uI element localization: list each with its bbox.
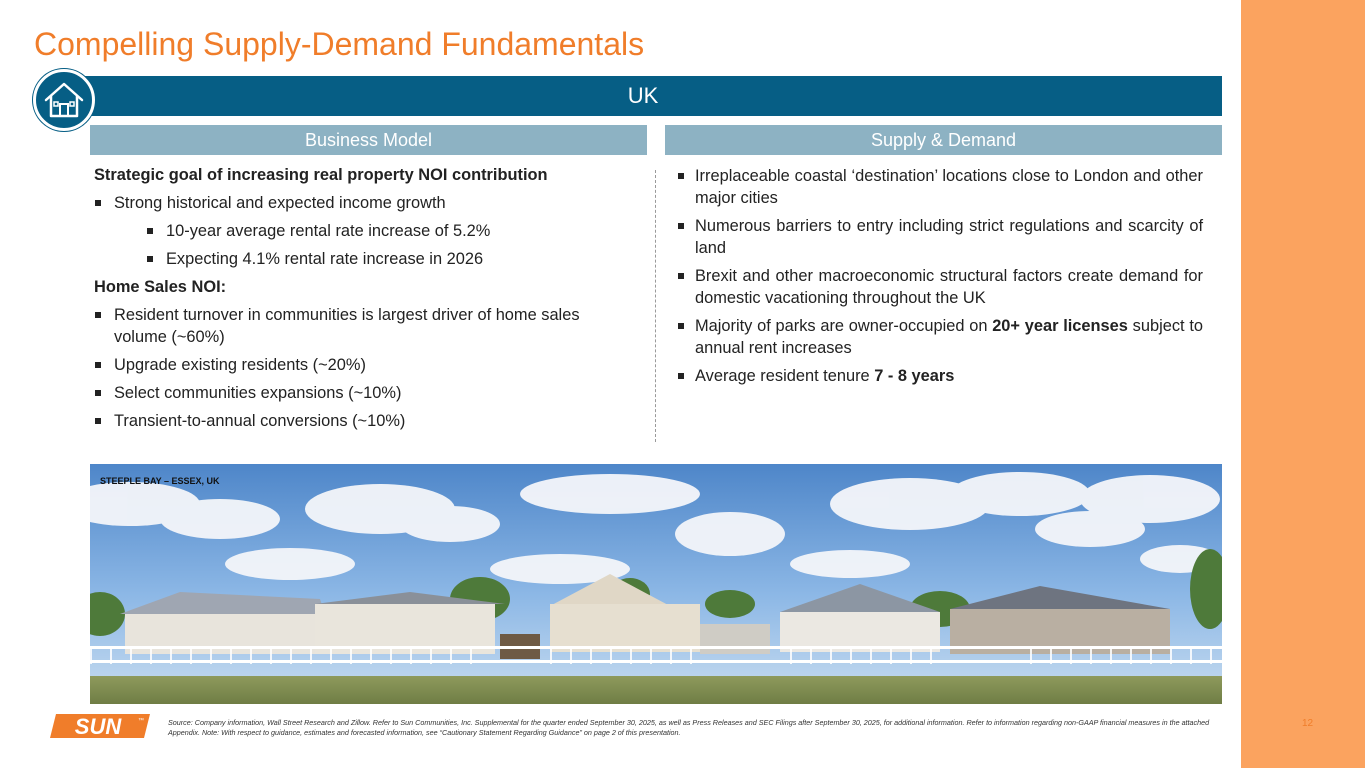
page-number: 12 (1302, 718, 1314, 729)
photo-caption: STEEPLE BAY – ESSEX, UK (100, 476, 220, 486)
slide-title: Compelling Supply-Demand Fundamentals (34, 26, 645, 62)
bullet-resident-turnover: Resident turnover in communities is largest driver of home sales volume (~60%) (94, 304, 634, 348)
bullet-2026-rate: Expecting 4.1% rental rate increase in 2026 (146, 248, 634, 270)
home-sales-heading: Home Sales NOI: (94, 278, 227, 296)
source-footnote: Source: Company information, Wall Street Research and Zillow. Refer to Sun Communities, Inc. Supplemental for the quarter ended September 30, 2025, as well as Press Releases and SEC Filings after September 30, 2025, for additional information. Refer to information regarding non-GAAP financial measures in the attached Appendix. Note: With respect to guidance, estimates and forecasted information, see “Cautionary Statement Regarding Guidance” on page 2 of this presentation. (168, 718, 1210, 737)
bullet-upgrade-residents: Upgrade existing residents (~20%) (94, 354, 634, 376)
supply-demand-column (677, 165, 1203, 393)
community-photo (90, 464, 1222, 704)
business-model-header: Business Model (90, 125, 647, 155)
bullet-coastal-locations: Irreplaceable coastal ‘destination’ locations close to London and other major cities (677, 165, 1203, 209)
bullet-tenure: Average resident tenure 7 - 8 years (677, 365, 1203, 387)
bullet-conversions: Transient-to-annual conversions (~10%) (94, 410, 634, 432)
house-icon (33, 69, 95, 131)
svg-text:SUN: SUN (74, 714, 122, 739)
bullet-brexit: Brexit and other macroeconomic structural factors create demand for domestic vacationing throughout the UK (677, 265, 1203, 309)
svg-text:™: ™ (138, 718, 144, 724)
bullet-expansions: Select communities expansions (~10%) (94, 382, 634, 404)
sun-logo (50, 712, 154, 745)
bullet-10yr-rate: 10-year average rental rate increase of 5.2% (146, 220, 634, 242)
strategic-goal-heading: Strategic goal of increasing real property NOI contribution (94, 166, 548, 184)
column-divider (655, 170, 656, 442)
bullet-income-growth: Strong historical and expected income growth (94, 192, 634, 214)
bullet-barriers: Numerous barriers to entry including strict regulations and scarcity of land (677, 215, 1203, 259)
business-model-column (94, 164, 634, 438)
region-banner: UK (64, 76, 1222, 116)
bullet-licenses: Majority of parks are owner-occupied on 20+ year licenses subject to annual rent increases (677, 315, 1203, 359)
supply-demand-header: Supply & Demand (665, 125, 1222, 155)
right-accent-band (1241, 0, 1365, 768)
